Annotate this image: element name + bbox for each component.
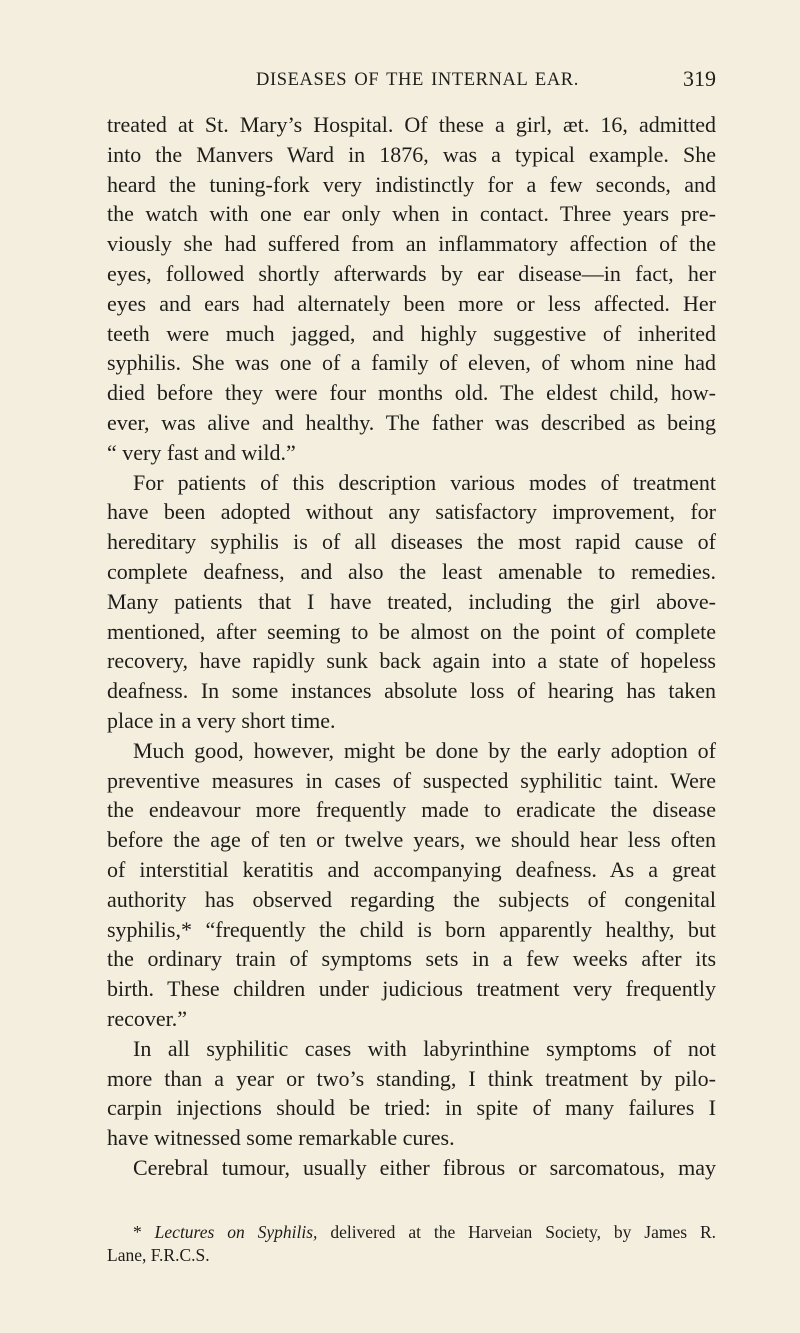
text-line: In all syphilitic cases with labyrinthine symptoms of not bbox=[133, 1035, 716, 1061]
text-line: hereditary syphilis is of all diseases the most rapid cause of bbox=[107, 529, 716, 555]
text-line: of interstitial keratitis and accompanying deafness. As a great bbox=[107, 856, 716, 882]
text-line: more than a year or two’s standing, I think treatment by pilo- bbox=[107, 1065, 716, 1091]
text-line: ever, was alive and healthy. The father was described as being bbox=[107, 409, 716, 435]
text-line: recovery, have rapidly sunk back again into a state of hopeless bbox=[107, 648, 716, 674]
text-line: before the age of ten or twelve years, we should hear less often bbox=[107, 827, 716, 853]
text-line: Much good, however, might be done by the early adoption of bbox=[133, 737, 716, 763]
text-line: authority has observed regarding the subjects of congenital bbox=[107, 886, 716, 912]
footnote-text: delivered at the Harveian Society, by James R. bbox=[317, 1222, 716, 1242]
text-line: deafness. In some instances absolute loss of hearing has taken bbox=[107, 678, 716, 704]
text-line: died before they were four months old. The eldest child, how- bbox=[107, 380, 716, 406]
text-line: For patients of this description various modes of treatment bbox=[133, 469, 716, 495]
text-line: have witnessed some remarkable cures. bbox=[107, 1125, 455, 1151]
text-line: birth. These children under judicious treatment very frequently bbox=[107, 976, 716, 1002]
running-head bbox=[0, 66, 800, 100]
body-text bbox=[107, 110, 716, 1183]
running-title: DISEASES OF THE INTERNAL EAR. bbox=[256, 70, 579, 90]
text-line: syphilis,* “frequently the child is born apparently healthy, but bbox=[107, 916, 716, 942]
text-line: recover.” bbox=[107, 1005, 187, 1031]
text-line: the watch with one ear only when in contact. Three years pre- bbox=[107, 201, 716, 227]
text-line: the ordinary train of symptoms sets in a few weeks after its bbox=[107, 946, 716, 972]
text-line: syphilis. She was one of a family of eleven, of whom nine had bbox=[107, 350, 716, 376]
text-line: teeth were much jagged, and highly suggestive of inherited bbox=[107, 320, 716, 346]
text-line: Cerebral tumour, usually either fibrous or sarcomatous, may bbox=[133, 1154, 716, 1180]
text-line: preventive measures in cases of suspected syphilitic taint. Were bbox=[107, 767, 716, 793]
footnote-marker: * bbox=[133, 1222, 155, 1242]
text-line: have been adopted without any satisfactory improvement, for bbox=[107, 499, 716, 525]
page-number: 319 bbox=[683, 66, 716, 91]
footnote-line: Lane, F.R.C.S. bbox=[107, 1245, 210, 1265]
text-line: heard the tuning-fork very indistinctly for a few seconds, and bbox=[107, 171, 716, 197]
text-line: Many patients that I have treated, including the girl above- bbox=[107, 588, 716, 614]
text-line: eyes, followed shortly afterwards by ear disease—in fact, her bbox=[107, 260, 716, 286]
text-line: into the Manvers Ward in 1876, was a typical example. She bbox=[107, 141, 716, 167]
text-line: carpin injections should be tried: in spite of many failures I bbox=[107, 1095, 716, 1121]
text-line: mentioned, after seeming to be almost on the point of complete bbox=[107, 618, 716, 644]
footnote-cited-title: Lectures on Syphilis, bbox=[154, 1222, 318, 1242]
text-line: “ very fast and wild.” bbox=[107, 439, 296, 465]
text-line: viously she had suffered from an inflammatory affection of the bbox=[107, 231, 716, 257]
text-line: complete deafness, and also the least amenable to remedies. bbox=[107, 558, 716, 584]
footnote bbox=[107, 1221, 716, 1267]
text-line: place in a very short time. bbox=[107, 707, 336, 733]
text-line: the endeavour more frequently made to eradicate the disease bbox=[107, 797, 716, 823]
text-line: treated at St. Mary’s Hospital. Of these a girl, æt. 16, admitted bbox=[107, 112, 716, 137]
footnote-line bbox=[107, 1221, 716, 1244]
text-line: eyes and ears had alternately been more or less affected. Her bbox=[107, 290, 716, 316]
